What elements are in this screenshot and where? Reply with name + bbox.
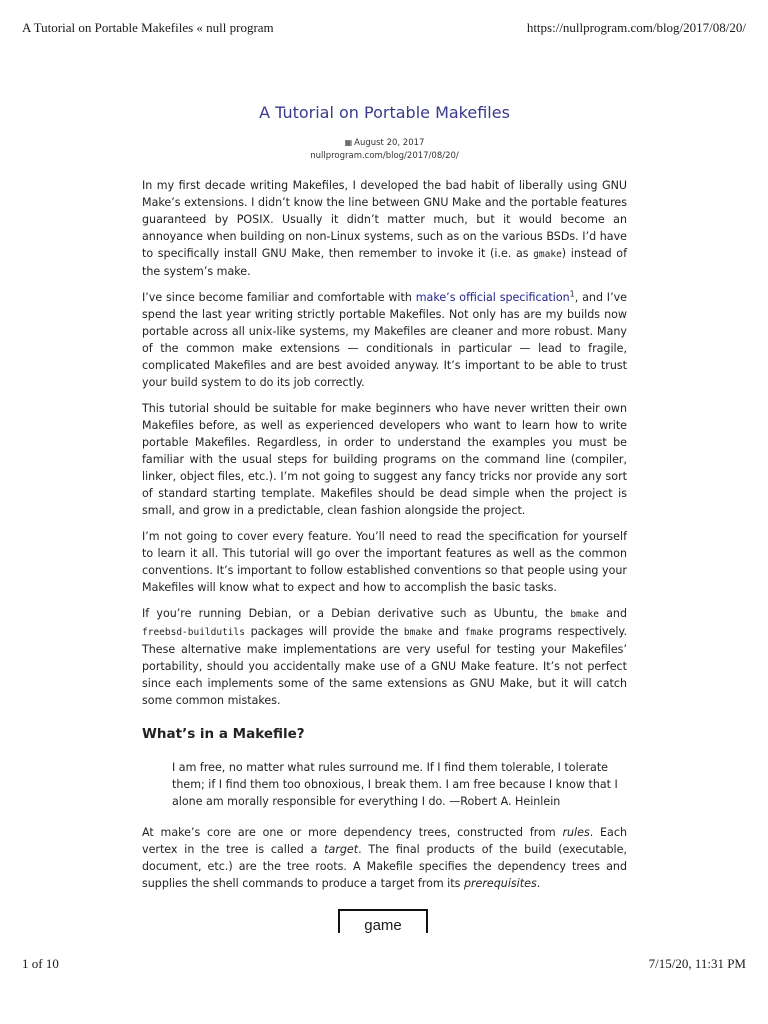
paragraph-2-text-end: , and I’ve spend the last year writing strictly portable Makefiles. Not only has are my builds now portable across all unix-like systems, my Makefiles are cleaner and more robust. Many of the common make extensions — conditionals in particular — lead to fragile, complicated Makefiles and are best avoided anyway. It’s important to be able to trust your build system to do its job correctly. [142,291,627,389]
paragraph-3: This tutorial should be suitable for make beginners who have never written their own Makefiles before, as well as experienced developers who want to learn how to write portable Makefiles. Regardless, in order to understand the examples you must be familiar with the usual steps for building programs on the command line (compiler, linker, object files, etc.). I’m not going to suggest any fancy tricks nor provide any sort of standard starting template. Makefiles should be dead simple when the project is small, and grow in a predictable, clean fashion alongside the project. [142,402,627,517]
code-bmake-2: bmake [403,627,433,638]
paragraph-5 [142,605,627,709]
article [142,102,627,901]
article-meta [142,136,627,163]
code-freebsd-buildutils: freebsd-buildutils [142,627,245,638]
paragraph-5-text: If you’re running Debian, or a Debian derivative such as Ubuntu, the [142,607,571,620]
article-date [142,136,627,150]
paragraph-5-text-2: and [598,607,627,620]
term-prerequisites: prerequisites [463,877,537,890]
make-spec-link[interactable]: make’s official specification [415,291,570,304]
print-timestamp: 7/15/20, 11:31 PM [648,956,746,971]
article-title: A Tutorial on Portable Makefiles [259,103,510,122]
diagram-node-game: game [338,909,428,933]
term-rules: rules [562,826,590,839]
paragraph-6-text-3: . The final products of the build (executable, document, etc.) are the tree roots. A Makefile specifies the dependency trees and supplies the shell commands to produce a target from its [142,843,627,890]
print-header-title: A Tutorial on Portable Makefiles « null program [22,20,274,35]
paragraph-1-text: In my first decade writing Makefiles, I developed the bad habit of liberally using GNU Make’s extensions. I didn’t know the line between GNU Make and the portable features guaranteed by POSIX. Usually it didn’t matter much, but it would become an annoyance when building on non-Linux systems, such as on the various BSDs. I’d have to specifically install GNU Make, then remember to invoke it (i.e. as [142,179,627,260]
print-footer [22,956,746,972]
print-header-url: https://nullprogram.com/blog/2017/08/20/ [526,20,746,35]
paragraph-6-text-4: . [536,877,541,890]
page-count: 1 of 10 [22,956,59,971]
code-gmake: gmake [533,249,562,260]
paragraph-2 [142,289,627,391]
code-bmake: bmake [570,609,599,620]
paragraph-4: I’m not going to cover every feature. You’ll need to read the specification for yourself to learn it all. This tutorial will go over the important features as well as the common conventions. It’s important to follow established conventions so that people using your Makefiles will know what to expect and how to accomplish the basic tasks. [142,530,627,594]
paragraph-5-text-5: programs respectively. These alternative make implementations are very useful for testing your Makefiles’ portability, should you accidentally make use of a GNU Make feature. It’s not perfect since each implements some of the same extensions as GNU Make, but it will catch some common mistakes. [142,625,627,707]
paragraph-6 [142,824,627,892]
article-date-text: August 20, 2017 [354,138,425,148]
paragraph-2-text: I’ve since become familiar and comfortable with [142,291,416,304]
calendar-icon: ▦ [344,138,353,147]
section-heading: What’s in a Makefile? [142,726,305,742]
term-target: target [324,843,359,856]
paragraph-6-text-2: . Each vertex in the tree is called a [142,826,627,856]
paragraph-5-text-4: and [432,625,465,638]
article-url: nullprogram.com/blog/2017/08/20/ [310,151,459,161]
footnote-ref[interactable]: 1 [569,289,575,299]
print-header [22,20,746,36]
paragraph-1 [142,177,627,280]
paragraph-5-text-3: packages will provide the [244,625,404,638]
paragraph-1-text-end: ) instead of the system’s make. [142,247,627,278]
code-fmake: fmake [464,627,494,638]
epigraph-quote: I am free, no matter what rules surround me. If I find them tolerable, I tolerate them; if I find them too obnoxious, I break them. I am free because I know that I alone am morally responsible for everything I do. —Robert A. Heinlein [172,761,618,808]
paragraph-6-text: At make’s core are one or more dependency trees, constructed from [142,826,563,839]
